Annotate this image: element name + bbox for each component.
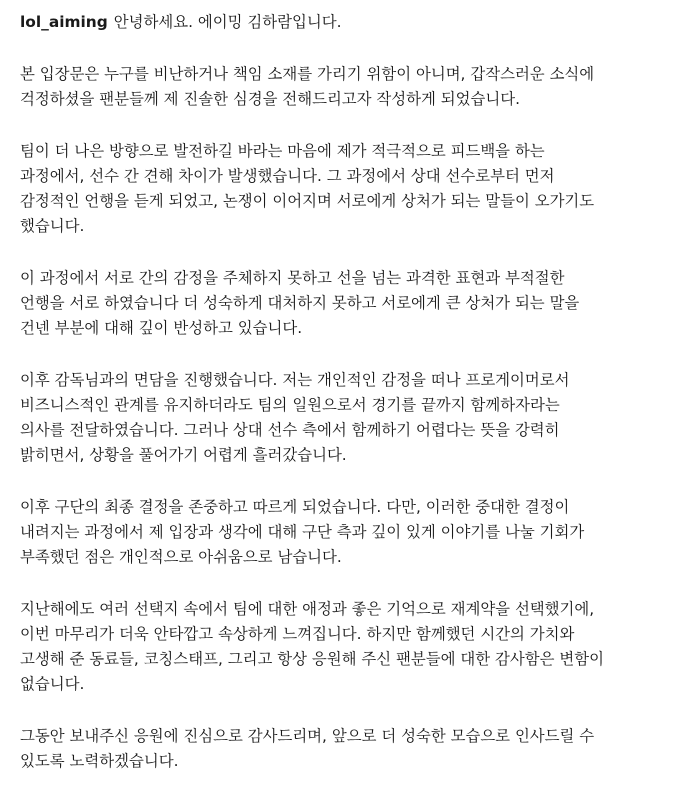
- text-line: 과정에서, 선수 간 견해 차이가 발생했습니다. 그 과정에서 상대 선수로부터 먼저: [20, 167, 555, 185]
- text-line: 언행을 서로 하였습니다 더 성숙하게 대처하지 못하고 서로에게 큰 상처가 되는 말을: [20, 294, 580, 312]
- text-line: 본 입장문은 누구를 비난하거나 책임 소재를 가리기 위함이 아니며, 갑작스러운 소식에: [20, 65, 595, 83]
- text-line: 비즈니스적인 관계를 유지하더라도 팀의 일원으로서 경기를 끝까지 함께하자라는: [20, 396, 560, 414]
- text-line: 건넨 부분에 대해 깊이 반성하고 있습니다.: [20, 319, 303, 337]
- text-line: 없습니다.: [20, 675, 85, 693]
- text-line: 내려지는 과정에서 제 입장과 생각에 대해 구단 측과 깊이 있게 이야기를 나눌 기회가: [20, 523, 585, 541]
- text-line: 했습니다.: [20, 217, 85, 235]
- paragraph-2: [20, 139, 670, 239]
- text-line: 의사를 전달하였습니다. 그러나 상대 선수 측에서 함께하기 어렵다는 뜻을 강력히: [20, 421, 560, 439]
- paragraph-5: [20, 495, 670, 570]
- paragraph-4: [20, 368, 670, 468]
- username-link[interactable]: lol_aiming: [20, 13, 108, 31]
- paragraph-7: [20, 724, 670, 774]
- paragraph-1: [20, 62, 670, 112]
- text-line: 걱정하셨을 팬분들께 제 진솔한 심경을 전해드리고자 작성하게 되었습니다.: [20, 90, 521, 108]
- paragraph-6: [20, 597, 670, 697]
- text-line: 이후 감독님과의 면담을 진행했습니다. 저는 개인적인 감정을 떠나 프로게이머로서: [20, 371, 570, 389]
- text-line: 부족했던 점은 개인적으로 아쉬움으로 남습니다.: [20, 548, 342, 566]
- text-line: 이후 구단의 최종 결정을 존중하고 따르게 되었습니다. 다만, 이러한 중대한 결정이: [20, 498, 570, 516]
- text-line: 있도록 노력하겠습니다.: [20, 752, 179, 770]
- text-line: 밝히면서, 상황을 풀어가기 어렵게 흘러갔습니다.: [20, 446, 347, 464]
- paragraph-3: [20, 266, 670, 341]
- text-line: 이번 마무리가 더욱 안타깝고 속상하게 느껴집니다. 하지만 함께했던 시간의 가치와: [20, 625, 575, 643]
- text-line: 팀이 더 나은 방향으로 발전하길 바라는 마음에 제가 적극적으로 피드백을 하는: [20, 142, 545, 160]
- greeting-text: 안녕하세요. 에이밍 김하람입니다.: [113, 13, 342, 31]
- text-line: 고생해 준 동료들, 코칭스태프, 그리고 항상 응원해 주신 팬분들에 대한 감사함은 변함이: [20, 650, 604, 668]
- caption-first-line: [20, 10, 670, 35]
- text-line: 그동안 보내주신 응원에 진심으로 감사드리며, 앞으로 더 성숙한 모습으로 인사드릴 수: [20, 727, 595, 745]
- text-line: 이 과정에서 서로 간의 감정을 주체하지 못하고 선을 넘는 과격한 표현과 부적절한: [20, 269, 565, 287]
- text-line: 지난해에도 여러 선택지 속에서 팀에 대한 애정과 좋은 기억으로 재계약을 선택했기에,: [20, 600, 595, 618]
- text-line: 감정적인 언행을 듣게 되었고, 논쟁이 이어지며 서로에게 상처가 되는 말들이 오가기도: [20, 192, 595, 210]
